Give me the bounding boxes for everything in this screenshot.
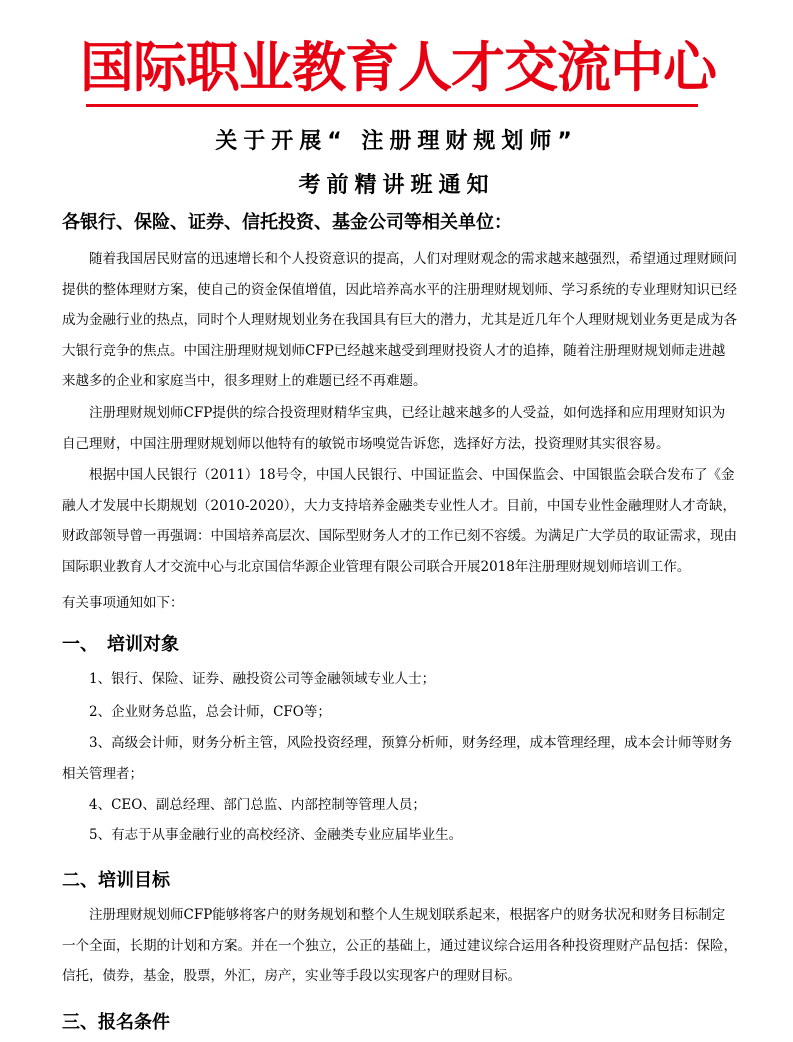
notice-title-line2: 考前精讲班通知 [298,173,495,198]
intro-paragraph: 根据中国人民银行（2011）18号令，中国人民银行、中国证监会、中国保监会、中国银监会联合发布了《金融人才发展中长期规划（2010-2020），大力支持培养金融类专业性人才。目前，中国专业性金融理财人才奇缺，财政部领导曾一再强调：中国培养高层次、国际型财务人才的工作已刻不容缓。为满足广大学员的取证需求，现由国际职业教育人才交流中心与北京国信华源企业管理有限公司联合开展2018年注册理财规划师培训工作。 [62,467,737,575]
header-divider [86,104,698,107]
intro-paragraph: 注册理财规划师CFP提供的综合投资理财精华宝典，已经让越来越多的人受益，如何选择和应用理财知识为自己理财，中国注册理财规划师以他特有的敏锐市场嗅觉告诉您，选择好方法，投资理财其实很容易。 [62,405,726,452]
audience-item: 2、企业财务总监，总会计师，CFO等； [89,704,331,720]
salutation: 各银行、保险、证券、信托投资、基金公司等相关单位： [62,212,512,233]
section-heading-enrollment-conditions: 三、报名条件 [62,1012,170,1033]
audience-item: 4、CEO、副总经理、部门总监、内部控制等管理人员； [89,797,426,813]
audience-item: 3、高级会计师，财务分析主管，风险投资经理，预算分析师，财务经理，成本管理经理，成本会计师等财务相关管理者； [62,735,733,782]
section-heading-training-audience: 一、 培训对象 [62,634,179,655]
audience-item: 1、银行、保险、证券、融投资公司等金融领域专业人士； [89,671,436,687]
goal-paragraph: 注册理财规划师CFP能够将客户的财务规划和整个人生规划联系起来，根据客户的财务状况和财务目标制定一个全面，长期的计划和方案。并在一个独立，公正的基础上，通过建议综合运用各种投资理财产品包括：保险，信托，债券，基金，股票，外汇，房产，实业等手段以实现客户的理财目标。 [62,907,737,985]
audience-item: 5、有志于从事金融行业的高校经济、金融类专业应届毕业生。 [89,827,463,843]
organization-header: 国际职业教育人才交流中心 [80,36,716,99]
section-heading-training-goal: 二、培训目标 [62,870,170,891]
intro-paragraph: 随着我国居民财富的迅速增长和个人投资意识的提高，人们对理财观念的需求越来越强烈，希望通过理财顾问提供的整体理财方案，使自己的资金保值增值，因此培养高水平的注册理财规划师、学习系统的专业理财知识已经成为金融行业的热点，同时个人理财规划业务在我国具有巨大的潜力，尤其是近几年个人理财规划业务更是成为各大银行竞争的焦点。中国注册理财规划师CFP已经越来越受到理财投资人才的追捧，随着注册理财规划师走进越来越多的企业和家庭当中，很多理财上的难题已经不再难题。 [62,251,737,390]
intro-closing-line: 有关事项通知如下： [62,595,184,611]
notice-title-line1: 关于开展“ 注册理财规划师” [215,129,578,154]
